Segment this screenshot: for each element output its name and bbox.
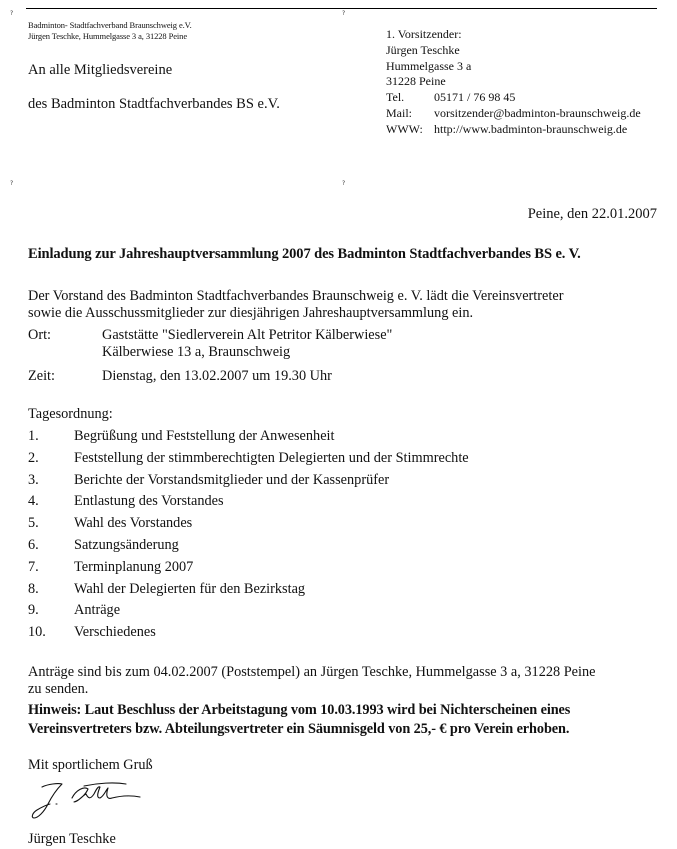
www-label: WWW:	[386, 121, 423, 136]
agenda-item-text: Begrüßung und Feststellung der Anwesenheit	[74, 428, 335, 444]
agenda-item-number: 8.	[28, 580, 39, 597]
contact-name: Jürgen Teschke	[386, 42, 460, 57]
contact-city: 31228 Peine	[386, 74, 446, 89]
contact-street: Hummelgasse 3 a	[386, 58, 472, 73]
motions-line-2: zu senden.	[28, 681, 89, 697]
agenda-item	[28, 600, 469, 622]
agenda-item-text: Wahl der Delegierten für den Bezirkstag	[74, 580, 306, 597]
motions-paragraph	[28, 664, 595, 698]
agenda-item-number: 9.	[28, 602, 39, 619]
notice-line-2: Vereinsvertreters bzw. Abteilungsvertreter ein Säumnisgeld von 25,- € pro Verein erhoben.	[28, 721, 570, 737]
intro-line-2: sowie die Ausschussmitglieder zur diesjährigen Jahreshauptversammlung ein.	[28, 305, 474, 321]
agenda-item-text: Verschiedenes	[74, 624, 156, 641]
venue-line-2: Kälberwiese 13 a, Braunschweig	[102, 344, 291, 360]
unknown-glyph-marker: ?	[342, 10, 346, 17]
agenda-item-number: 6.	[28, 536, 39, 553]
closing-greeting: Mit sportlichem Gruß	[28, 757, 153, 773]
signature-icon	[28, 780, 148, 822]
agenda-item	[28, 491, 469, 513]
agenda-item-text: Satzungsänderung	[74, 536, 179, 553]
agenda-item-text: Berichte der Vorstandsmitglieder und der Kassenprüfer	[74, 471, 390, 488]
unknown-glyph-marker: ?	[10, 180, 14, 187]
agenda-item	[28, 513, 469, 535]
agenda-item	[28, 448, 469, 470]
agenda-item	[28, 557, 469, 579]
unknown-glyph-marker: ?	[342, 180, 346, 187]
venue-line-1: Gaststätte "Siedlerverein Alt Petritor Kälberwiese"	[102, 327, 393, 343]
agenda-item-text: Entlastung des Vorstandes	[74, 493, 224, 510]
time-value: Dienstag, den 13.02.2007 um 19.30 Uhr	[102, 368, 332, 384]
notice-paragraph	[28, 701, 570, 739]
contact-www-row	[386, 122, 641, 138]
contact-role: 1. Vorsitzender:	[386, 27, 462, 41]
sender-line-1: Badminton- Stadtfachverband Braunschweig e.V.	[28, 20, 192, 30]
agenda-item	[28, 622, 469, 644]
contact-block	[386, 27, 641, 138]
agenda-item-text: Terminplanung 2007	[74, 558, 194, 575]
agenda-list	[28, 426, 469, 644]
time-label: Zeit:	[28, 368, 55, 384]
intro-line-1: Der Vorstand des Badminton Stadtfachverbandes Braunschweig e. V. lädt die Vereinsvertreter	[28, 288, 564, 304]
phone-value: 05171 / 76 98 45	[434, 90, 516, 105]
agenda-item	[28, 470, 469, 492]
agenda-item-number: 10.	[28, 624, 46, 641]
notice-line-1: Hinweis: Laut Beschluss der Arbeitstagung vom 10.03.1993 wird bei Nichterscheinen eines	[28, 702, 571, 718]
motions-line-1: Anträge sind bis zum 04.02.2007 (Poststempel) an Jürgen Teschke, Hummelgasse 3 a, 31228 Peine	[28, 664, 596, 680]
venue-label: Ort:	[28, 327, 52, 343]
time-block	[28, 368, 332, 385]
sender-line-2: Jürgen Teschke, Hummelgasse 3 a, 31228 Peine	[28, 31, 187, 41]
agenda-item	[28, 579, 469, 601]
date-line: Peine, den 22.01.2007	[527, 206, 657, 222]
agenda-item-number: 5.	[28, 515, 39, 532]
website-link[interactable]: http://www.badminton-braunschweig.de	[434, 121, 628, 136]
agenda-item-text: Wahl des Vorstandes	[74, 515, 193, 532]
sender-return-address	[28, 20, 192, 42]
agenda-heading: Tagesordnung:	[28, 406, 113, 422]
contact-phone-row	[386, 90, 641, 106]
agenda-item-text: Anträge	[74, 602, 121, 619]
agenda-item-number: 7.	[28, 558, 39, 575]
venue-block	[28, 327, 392, 361]
mail-link[interactable]: vorsitzender@badminton-braunschweig.de	[434, 105, 641, 120]
mail-label: Mail:	[386, 105, 412, 120]
signer-name: Jürgen Teschke	[28, 831, 116, 847]
agenda-item-number: 3.	[28, 471, 39, 488]
intro-paragraph	[28, 288, 563, 322]
recipient-line-2: des Badminton Stadtfachverbandes BS e.V.	[28, 96, 280, 112]
agenda-item-number: 1.	[28, 428, 39, 444]
document-title: Einladung zur Jahreshauptversammlung 2007 des Badminton Stadtfachverbandes BS e. V.	[28, 246, 581, 262]
agenda-item	[28, 535, 469, 557]
recipient-line-1: An alle Mitgliedsvereine	[28, 62, 173, 78]
header-rule	[26, 8, 657, 9]
agenda-item-number: 4.	[28, 493, 39, 510]
agenda-item	[28, 426, 469, 448]
agenda-item-number: 2.	[28, 449, 39, 466]
unknown-glyph-marker: ?	[10, 10, 14, 17]
phone-label: Tel.	[386, 90, 405, 105]
contact-mail-row	[386, 106, 641, 122]
agenda-item-text: Feststellung der stimmberechtigten Delegierten und der Stimmrechte	[74, 449, 469, 466]
